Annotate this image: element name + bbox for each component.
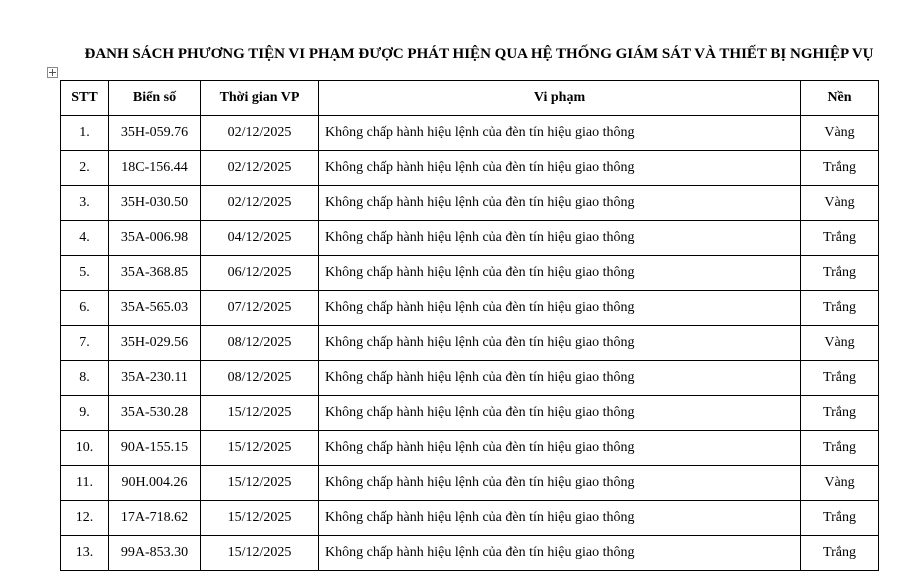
cell-background: Trắng	[801, 431, 879, 466]
cell-background: Trắng	[801, 221, 879, 256]
cell-stt: 8.	[61, 361, 109, 396]
table-row	[61, 221, 879, 256]
table-row	[61, 536, 879, 571]
cell-plate: 35A-230.11	[109, 361, 201, 396]
header-time: Thời gian VP	[201, 81, 319, 116]
cell-time: 15/12/2025	[201, 396, 319, 431]
cell-time: 07/12/2025	[201, 291, 319, 326]
cell-stt: 13.	[61, 536, 109, 571]
cell-time: 08/12/2025	[201, 361, 319, 396]
cell-plate: 17A-718.62	[109, 501, 201, 536]
cell-time: 02/12/2025	[201, 186, 319, 221]
cell-violation: Không chấp hành hiệu lệnh của đèn tín hiệu giao thông	[319, 501, 801, 536]
cell-violation: Không chấp hành hiệu lệnh của đèn tín hiệu giao thông	[319, 186, 801, 221]
table-row	[61, 361, 879, 396]
cell-stt: 5.	[61, 256, 109, 291]
header-background: Nền	[801, 81, 879, 116]
cell-plate: 35A-530.28	[109, 396, 201, 431]
cell-time: 08/12/2025	[201, 326, 319, 361]
cell-violation: Không chấp hành hiệu lệnh của đèn tín hiệu giao thông	[319, 326, 801, 361]
header-violation: Vi phạm	[319, 81, 801, 116]
table-row	[61, 466, 879, 501]
cell-background: Trắng	[801, 396, 879, 431]
cell-plate: 35H-029.56	[109, 326, 201, 361]
cell-plate: 35H-030.50	[109, 186, 201, 221]
cell-time: 04/12/2025	[201, 221, 319, 256]
table-row	[61, 326, 879, 361]
violations-table	[60, 80, 879, 571]
cell-background: Trắng	[801, 536, 879, 571]
cell-violation: Không chấp hành hiệu lệnh của đèn tín hiệu giao thông	[319, 291, 801, 326]
cell-stt: 6.	[61, 291, 109, 326]
cell-plate: 35H-059.76	[109, 116, 201, 151]
cell-stt: 12.	[61, 501, 109, 536]
table-row	[61, 256, 879, 291]
cell-violation: Không chấp hành hiệu lệnh của đèn tín hiệu giao thông	[319, 361, 801, 396]
cell-violation: Không chấp hành hiệu lệnh của đèn tín hiệu giao thông	[319, 256, 801, 291]
cell-background: Trắng	[801, 291, 879, 326]
cell-time: 15/12/2025	[201, 466, 319, 501]
cell-background: Vàng	[801, 186, 879, 221]
cell-violation: Không chấp hành hiệu lệnh của đèn tín hiệu giao thông	[319, 116, 801, 151]
header-stt: STT	[61, 81, 109, 116]
cell-violation: Không chấp hành hiệu lệnh của đèn tín hiệu giao thông	[319, 536, 801, 571]
cell-background: Trắng	[801, 151, 879, 186]
header-plate: Biển số	[109, 81, 201, 116]
table-move-handle-icon[interactable]	[47, 67, 58, 78]
cell-time: 02/12/2025	[201, 151, 319, 186]
cell-stt: 10.	[61, 431, 109, 466]
cell-background: Trắng	[801, 361, 879, 396]
cell-stt: 1.	[61, 116, 109, 151]
cell-stt: 2.	[61, 151, 109, 186]
cell-violation: Không chấp hành hiệu lệnh của đèn tín hiệu giao thông	[319, 151, 801, 186]
cell-stt: 4.	[61, 221, 109, 256]
table-row	[61, 186, 879, 221]
cell-stt: 7.	[61, 326, 109, 361]
document-title: ĐANH SÁCH PHƯƠNG TIỆN VI PHẠM ĐƯỢC PHÁT HIỆN QUA HỆ THỐNG GIÁM SÁT VÀ THIẾT BỊ NGHIỆP VỤ	[84, 46, 874, 62]
cell-time: 15/12/2025	[201, 431, 319, 466]
cell-plate: 90A-155.15	[109, 431, 201, 466]
cell-background: Vàng	[801, 466, 879, 501]
cell-stt: 11.	[61, 466, 109, 501]
cell-time: 15/12/2025	[201, 501, 319, 536]
cell-background: Vàng	[801, 116, 879, 151]
table-row	[61, 291, 879, 326]
cell-violation: Không chấp hành hiệu lệnh của đèn tín hiệu giao thông	[319, 396, 801, 431]
cell-plate: 35A-006.98	[109, 221, 201, 256]
table-row	[61, 151, 879, 186]
cell-violation: Không chấp hành hiệu lệnh của đèn tín hiệu giao thông	[319, 466, 801, 501]
cell-plate: 90H.004.26	[109, 466, 201, 501]
cell-plate: 18C-156.44	[109, 151, 201, 186]
table-row	[61, 431, 879, 466]
cell-time: 02/12/2025	[201, 116, 319, 151]
cell-background: Trắng	[801, 501, 879, 536]
cell-violation: Không chấp hành hiệu lệnh của đèn tín hiệu giao thông	[319, 431, 801, 466]
cell-plate: 35A-565.03	[109, 291, 201, 326]
cell-plate: 35A-368.85	[109, 256, 201, 291]
cell-time: 06/12/2025	[201, 256, 319, 291]
cell-violation: Không chấp hành hiệu lệnh của đèn tín hiệu giao thông	[319, 221, 801, 256]
cell-time: 15/12/2025	[201, 536, 319, 571]
cell-background: Vàng	[801, 326, 879, 361]
cell-plate: 99A-853.30	[109, 536, 201, 571]
cell-stt: 9.	[61, 396, 109, 431]
table-row	[61, 116, 879, 151]
table-header-row	[61, 81, 879, 116]
table-row	[61, 501, 879, 536]
cell-stt: 3.	[61, 186, 109, 221]
table-row	[61, 396, 879, 431]
cell-background: Trắng	[801, 256, 879, 291]
